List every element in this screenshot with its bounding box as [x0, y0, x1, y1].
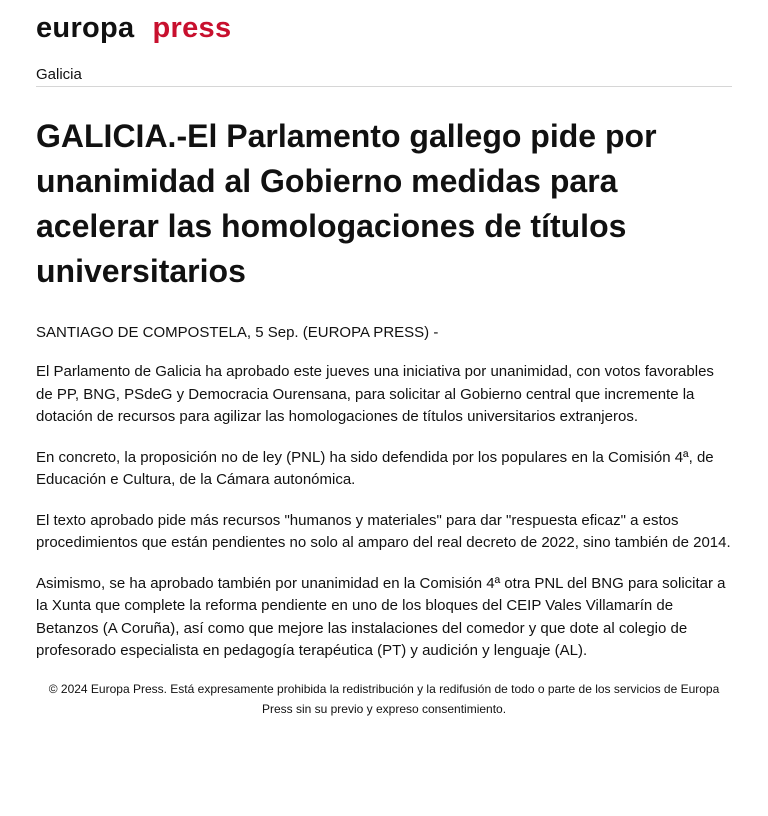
masthead-logo	[36, 0, 732, 54]
article-paragraph-2: En concreto, la proposición no de ley (PNL) ha sido defendida por los populares en la Comisión 4ª, de Educación e Cultura, de la Cámara autonómica.	[36, 448, 714, 488]
logo-press: press	[152, 12, 232, 44]
logo-europa: europa	[36, 12, 135, 44]
article-paragraph-4: Asimismo, se ha aprobado también por unanimidad en la Comisión 4ª otra PNL del BNG para solicitar a la Xunta que complete la reforma pendiente en uno de los bloques del CEIP Vales Villamarín de Betanzos (A Coruña), así como que mejore las instalaciones del comedor y que dote al colegio de profesorado especialista en pedagogía terapéutica (PT) y audición y lenguaje (AL).	[36, 574, 726, 659]
article-paragraph-1: El Parlamento de Galicia ha aprobado este jueves una iniciativa por unanimidad, con votos favorables de PP, BNG, PSdeG y Democracia Ourensana, para solicitar al Gobierno central que incremente la dotación de recursos para agilizar las homologaciones de títulos universitarios extranjeros.	[36, 363, 714, 425]
section-label: Galicia	[36, 66, 732, 87]
article-paragraph-3: El texto aprobado pide más recursos "humanos y materiales" para dar "respuesta eficaz" a estos procedimientos que están pendientes no solo al amparo del real decreto de 2022, sino también de 2014.	[36, 511, 731, 551]
copyright-footer: © 2024 Europa Press. Está expresamente prohibida la redistribución y la redifusión de todo o parte de los servicios de Europa Press sin su previo y expreso consentimiento.	[48, 681, 720, 716]
article-dateline: SANTIAGO DE COMPOSTELA, 5 Sep. (EUROPA PRESS) -	[36, 324, 439, 341]
article-headline: GALICIA.-El Parlamento gallego pide por unanimidad al Gobierno medidas para acelerar las homologaciones de títulos universitarios	[36, 118, 657, 289]
